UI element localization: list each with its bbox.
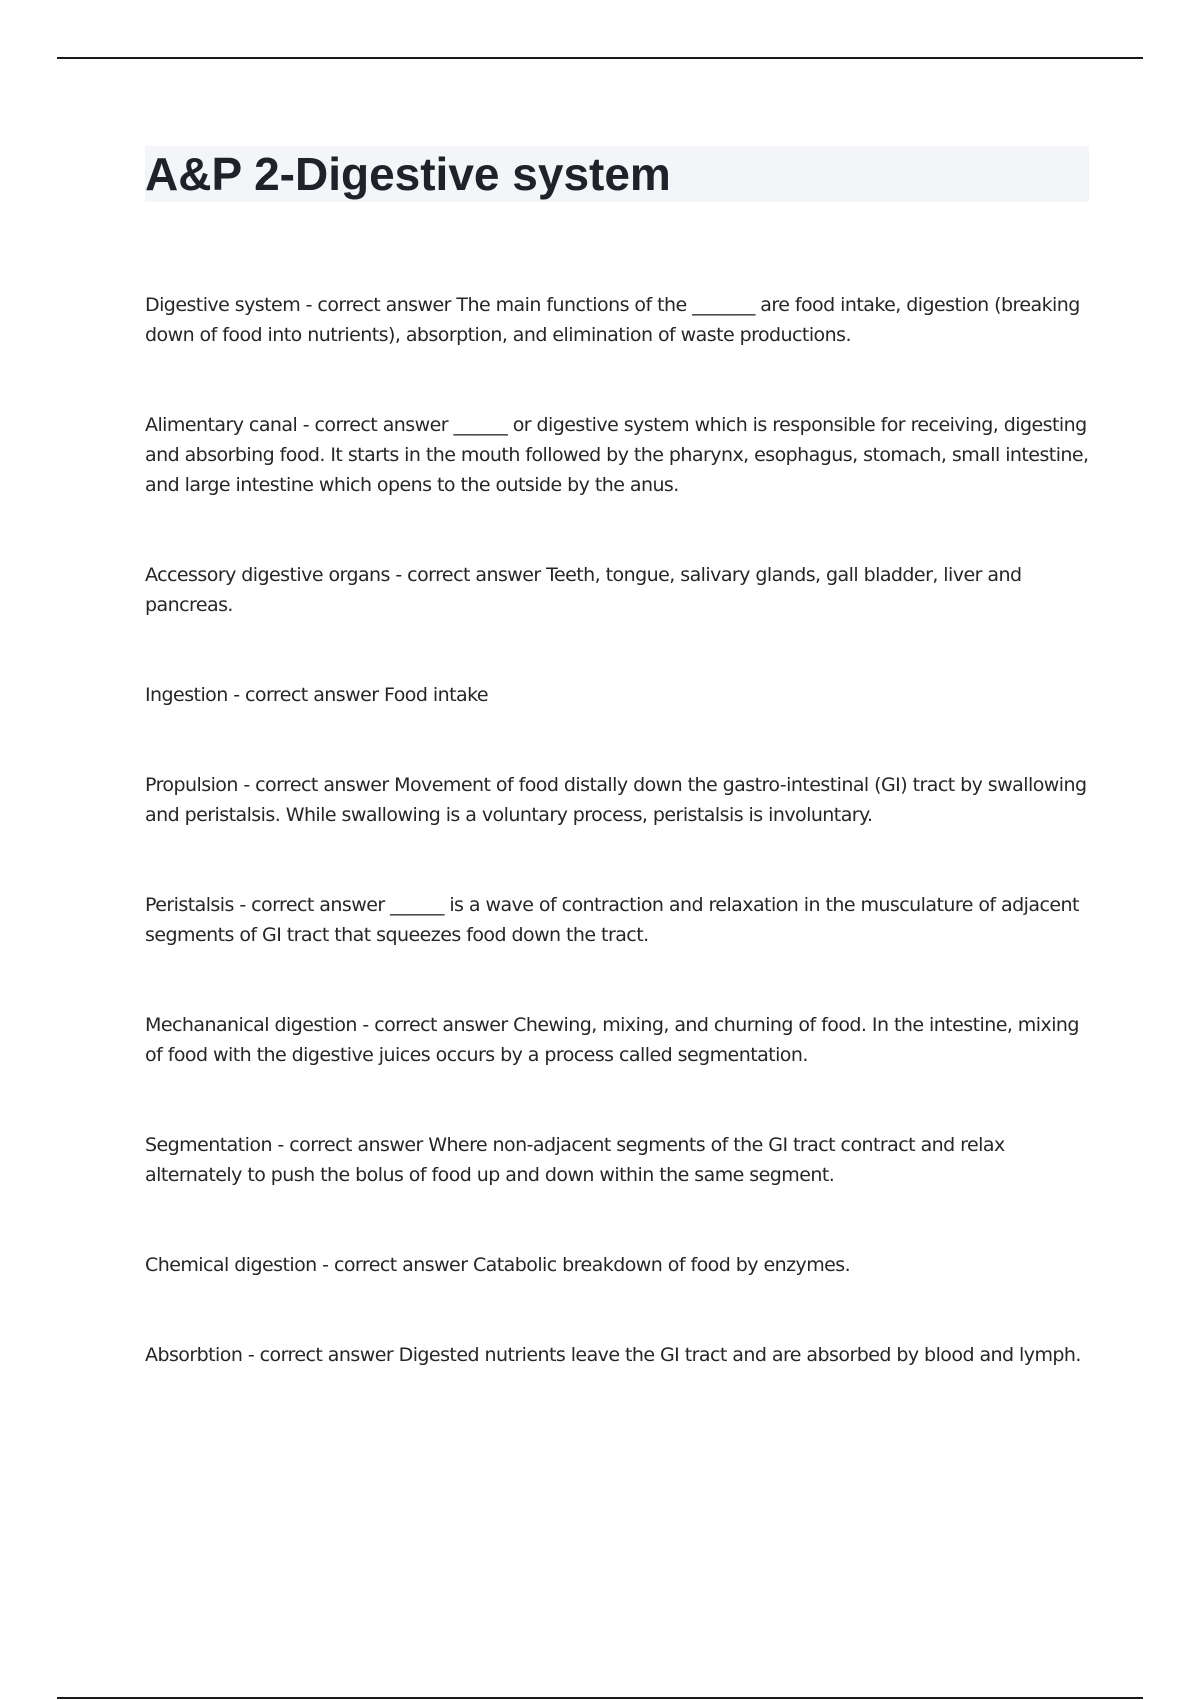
flashcard-entry-alimentary-canal: Alimentary canal - correct answer ______ or digestive system which is responsible for receiving, digesting and absorbing food. It starts in the mouth followed by the pharynx, esophagus, stomach, small intestine, and large intestine which opens to the outside by the anus. — [145, 414, 1089, 496]
page-title: A&P 2-Digestive system — [145, 148, 671, 200]
top-rule — [57, 57, 1143, 59]
flashcard-entry-segmentation: Segmentation - correct answer Where non-adjacent segments of the GI tract contract and relax alternately to push the bolus of food up and down within the same segment. — [145, 1134, 1005, 1186]
bottom-rule — [57, 1697, 1143, 1699]
flashcard-entry-chemical-digestion: Chemical digestion - correct answer Catabolic breakdown of food by enzymes. — [145, 1254, 851, 1276]
flashcard-entry-absorption: Absorbtion - correct answer Digested nutrients leave the GI tract and are absorbed by blood and lymph. — [145, 1344, 1081, 1366]
flashcard-entry-propulsion: Propulsion - correct answer Movement of food distally down the gastro-intestinal (GI) tract by swallowing and peristalsis. While swallowing is a voluntary process, peristalsis is involuntary. — [145, 774, 1087, 826]
flashcard-list — [145, 290, 1090, 1370]
flashcard-entry-mechanical-digestion: Mechananical digestion - correct answer Chewing, mixing, and churning of food. In the intestine, mixing of food with the digestive juices occurs by a process called segmentation. — [145, 1014, 1079, 1066]
flashcard-entry-accessory-organs: Accessory digestive organs - correct answer Teeth, tongue, salivary glands, gall bladder, liver and pancreas. — [145, 564, 1022, 616]
flashcard-entry-peristalsis: Peristalsis - correct answer ______ is a wave of contraction and relaxation in the musculature of adjacent segments of GI tract that squeezes food down the tract. — [145, 894, 1079, 946]
flashcard-entry-ingestion: Ingestion - correct answer Food intake — [145, 684, 488, 706]
flashcard-entry-digestive-system: Digestive system - correct answer The main functions of the _______ are food intake, digestion (breaking down of food into nutrients), absorption, and elimination of waste productions. — [145, 294, 1080, 346]
